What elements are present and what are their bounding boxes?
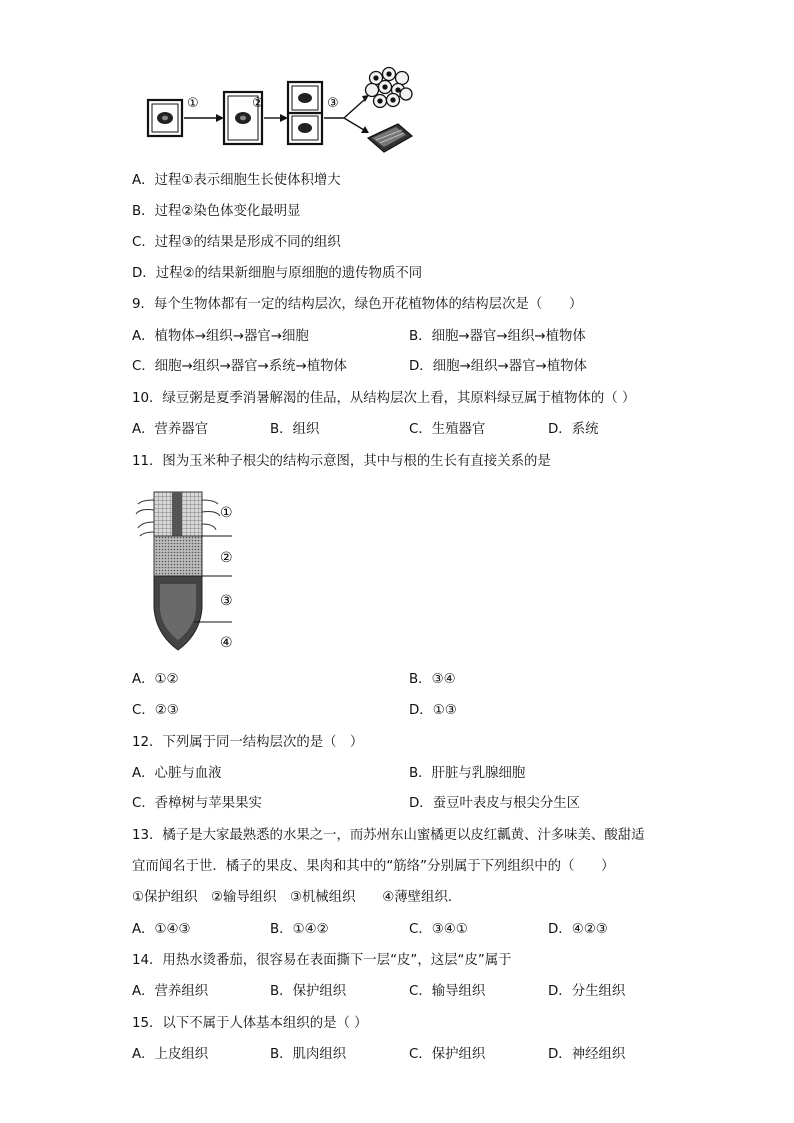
- q13-tissue-list: ①保护组织 ②输导组织 ③机械组织 ④薄壁组织．: [132, 890, 462, 905]
- q11-option-c: C．②③: [132, 703, 179, 718]
- q12-option-a: A．心脏与血液: [132, 766, 222, 781]
- process-label-3: ③: [327, 96, 339, 111]
- q9-option-a: A．植物体→组织→器官→细胞: [132, 329, 309, 344]
- q8-option-d: D．过程②的结果新细胞与原细胞的遗传物质不同: [132, 266, 423, 281]
- elongation-zone: [154, 536, 202, 576]
- q8-option-c: C．过程③的结果是形成不同的组织: [132, 235, 341, 250]
- q15-option-a: A．上皮组织: [132, 1047, 209, 1062]
- q15-option-b: B．肌肉组织: [270, 1047, 347, 1062]
- q15-option-c: C．保护组织: [409, 1047, 486, 1062]
- q8-option-b: B．过程②染色体变化最明显: [132, 204, 301, 219]
- q11-option-b: B．③④: [409, 672, 456, 687]
- q13-stem-line2: 宜而闻名于世．橘子的果皮、果肉和其中的“筋络”分别属于下列组织中的（ ）: [132, 859, 615, 874]
- root-label-4: ④: [220, 635, 233, 651]
- q14-option-a: A．营养组织: [132, 984, 209, 999]
- q13-stem-line1: 13．橘子是大家最熟悉的水果之一，而苏州东山蜜橘更以皮红瓤黄、汁多味美、酸甜适: [132, 828, 645, 843]
- root-label-2: ②: [220, 550, 233, 566]
- process-label-2: ②: [252, 96, 264, 111]
- root-label-1: ①: [220, 505, 233, 521]
- flat-tissue-sheet: [368, 124, 412, 152]
- maturation-zone: [136, 492, 220, 536]
- q13-option-a: A．①④③: [132, 922, 191, 937]
- q8-option-a: A．过程①表示细胞生长使体积增大: [132, 173, 341, 188]
- q10-option-d: D．系统: [548, 422, 599, 437]
- q12-stem: 12．下列属于同一结构层次的是（ ）: [132, 735, 364, 750]
- round-cell-tissue: [366, 68, 413, 108]
- q10-option-c: C．生殖器官: [409, 422, 486, 437]
- root-tip-figure: [134, 488, 254, 654]
- q14-stem: 14．用热水烫番茄，很容易在表面撕下一层“皮”，这层“皮”属于: [132, 953, 512, 968]
- process-label-1: ①: [187, 96, 199, 111]
- q10-stem: 10．绿豆粥是夏季消暑解渴的佳品，从结构层次上看，其原料绿豆属于植物体的（ ）: [132, 391, 636, 406]
- q12-option-b: B．肝脏与乳腺细胞: [409, 766, 526, 781]
- q11-option-a: A．①②: [132, 672, 179, 687]
- q10-option-a: A．营养器官: [132, 422, 209, 437]
- q14-option-b: B．保护组织: [270, 984, 347, 999]
- single-cell: [148, 100, 182, 136]
- q11-option-d: D．①③: [409, 703, 457, 718]
- q13-option-b: B．①④②: [270, 922, 329, 937]
- q10-option-b: B．组织: [270, 422, 320, 437]
- q9-stem: 9．每个生物体都有一定的结构层次，绿色开花植物体的结构层次是（ ）: [132, 297, 583, 312]
- q12-option-c: C．香樟树与苹果果实: [132, 796, 262, 811]
- q14-option-c: C．输导组织: [409, 984, 486, 999]
- q11-stem: 11．图为玉米种子根尖的结构示意图，其中与根的生长有直接关系的是: [132, 454, 551, 469]
- q15-option-d: D．神经组织: [548, 1047, 626, 1062]
- q12-option-d: D．蚕豆叶表皮与根尖分生区: [409, 796, 580, 811]
- q14-option-d: D．分生组织: [548, 984, 626, 999]
- q9-option-b: B．细胞→器官→组织→植物体: [409, 329, 586, 344]
- q9-option-d: D．细胞→组织→器官→植物体: [409, 359, 587, 374]
- divided-cells: [288, 82, 322, 144]
- q15-stem: 15．以下不属于人体基本组织的是（ ）: [132, 1016, 368, 1031]
- root-label-3: ③: [220, 593, 233, 609]
- q13-option-c: C．③④①: [409, 922, 468, 937]
- q13-option-d: D．④②③: [548, 922, 608, 937]
- q9-option-c: C．细胞→组织→器官→系统→植物体: [132, 359, 347, 374]
- cell-process-figure: [140, 64, 420, 156]
